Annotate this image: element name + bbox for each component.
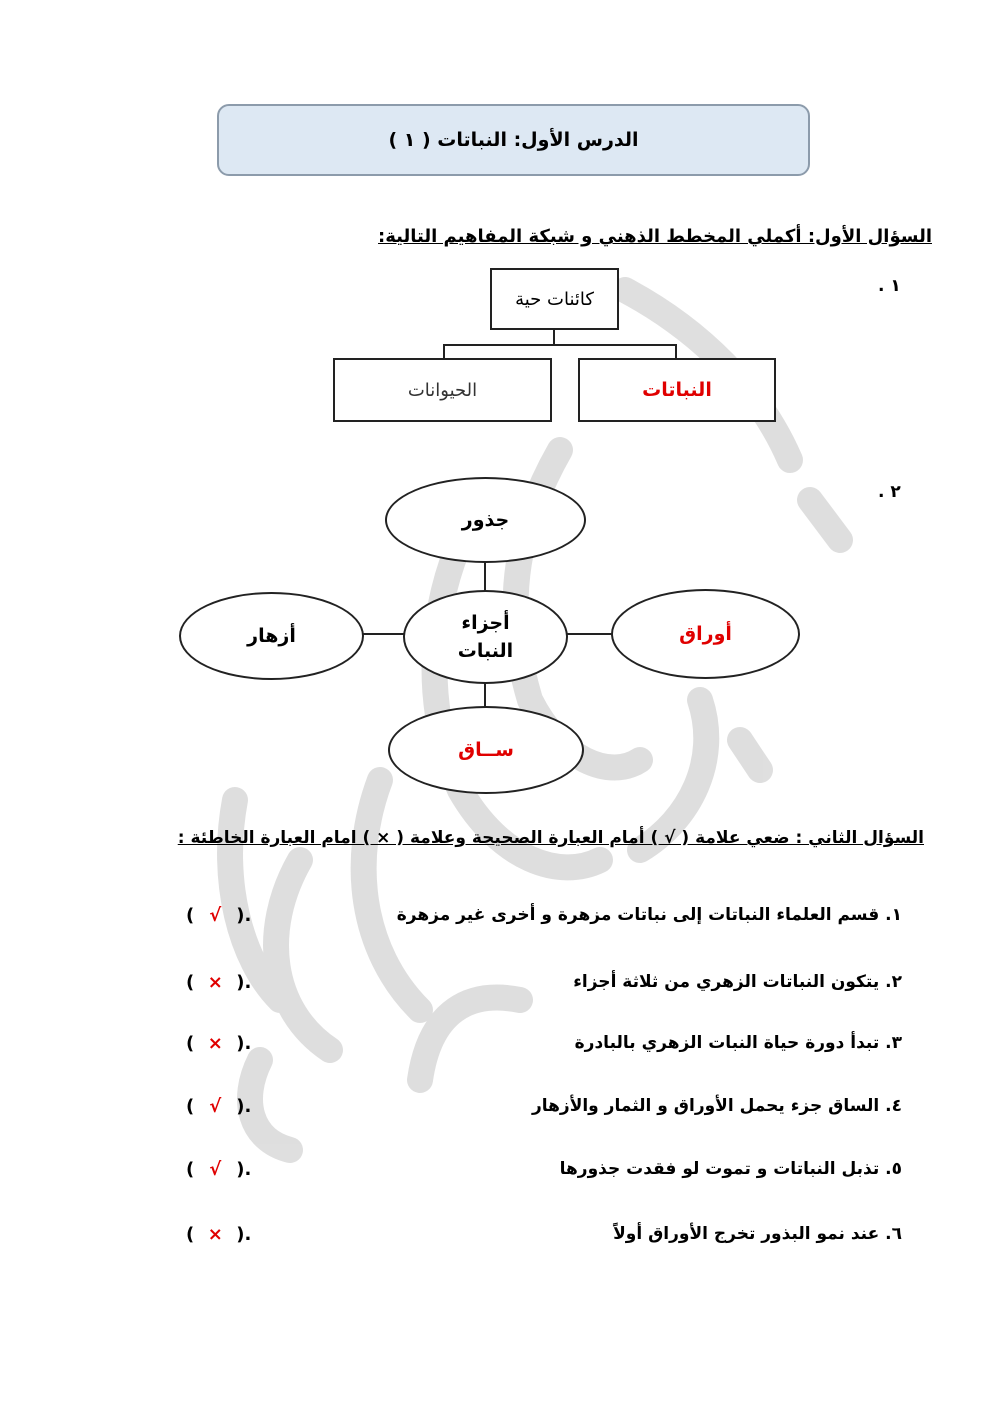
tree-root-box <box>490 268 619 330</box>
web-right-ellipse <box>611 589 800 679</box>
answer-mark-3: ( × ). <box>186 1033 252 1054</box>
answer-symbol-5: √ <box>209 1159 222 1180</box>
lesson-title-box <box>217 104 810 176</box>
answer-mark-5: ( √ ). <box>186 1159 252 1180</box>
statement-5: ٥. تذبل النباتات و تموت لو فقدت جذورها <box>559 1159 902 1179</box>
web-top-ellipse <box>385 477 586 563</box>
web-bottom-ellipse <box>388 706 584 794</box>
tree-connector <box>443 344 445 359</box>
web-connector <box>566 633 613 635</box>
tree-left-label: الحيوانات <box>407 379 478 401</box>
web-left-ellipse <box>179 592 364 680</box>
answer-mark-2: ( × ). <box>186 972 252 993</box>
web-center-label: أجزاء النبات <box>457 611 514 662</box>
tree-connector <box>553 330 555 345</box>
tree-connector <box>675 344 677 359</box>
question-2-heading: السؤال الثاني : ضعي علامة ( √ ) أمام العبارة الصحيحة وعلامة ( × ) امام العبارة الخاطئة : <box>177 828 924 848</box>
tree-left-box <box>333 358 552 422</box>
tree-right-box <box>578 358 776 422</box>
web-bottom-label: ســاق <box>458 738 514 761</box>
statement-3: ٣. تبدأ دورة حياة النبات الزهري بالبادرة <box>574 1033 902 1053</box>
statement-4: ٤. الساق جزء يحمل الأوراق و الثمار والأزهار <box>531 1096 902 1116</box>
answer-symbol-2: × <box>207 972 223 993</box>
answer-mark-1: ( √ ). <box>186 905 252 926</box>
web-left-label: أزهار <box>247 624 296 647</box>
lesson-title: الدرس الأول: النباتات ( ١ ) <box>388 129 639 151</box>
answer-mark-6: ( × ). <box>186 1224 252 1245</box>
web-center-ellipse <box>403 590 568 684</box>
answer-symbol-4: √ <box>209 1096 222 1117</box>
tree-connector <box>443 344 676 346</box>
statement-6: ٦. عند نمو البذور تخرج الأوراق أولاً <box>613 1224 902 1244</box>
answer-symbol-3: × <box>207 1033 223 1054</box>
answer-mark-4: ( √ ). <box>186 1096 252 1117</box>
tree-right-label: النباتات <box>642 379 712 401</box>
statement-2: ٢. يتكون النباتات الزهري من ثلاثة أجزاء <box>573 972 902 992</box>
question-1-heading: السؤال الأول: أكملي المخطط الذهني و شبكة المفاهيم التالية: <box>378 226 932 247</box>
tree-root-label: كائنات حية <box>515 288 594 310</box>
statement-1: ١. قسم العلماء النباتات إلى نباتات مزهرة و أخرى غير مزهرة <box>396 905 902 925</box>
web-connector <box>363 633 405 635</box>
web-top-label: جذور <box>461 508 510 531</box>
answer-symbol-1: √ <box>209 905 222 926</box>
item-1-number: ١ . <box>878 276 901 296</box>
web-right-label: أوراق <box>679 622 732 645</box>
answer-symbol-6: × <box>207 1224 223 1245</box>
item-2-number: ٢ . <box>878 482 901 502</box>
